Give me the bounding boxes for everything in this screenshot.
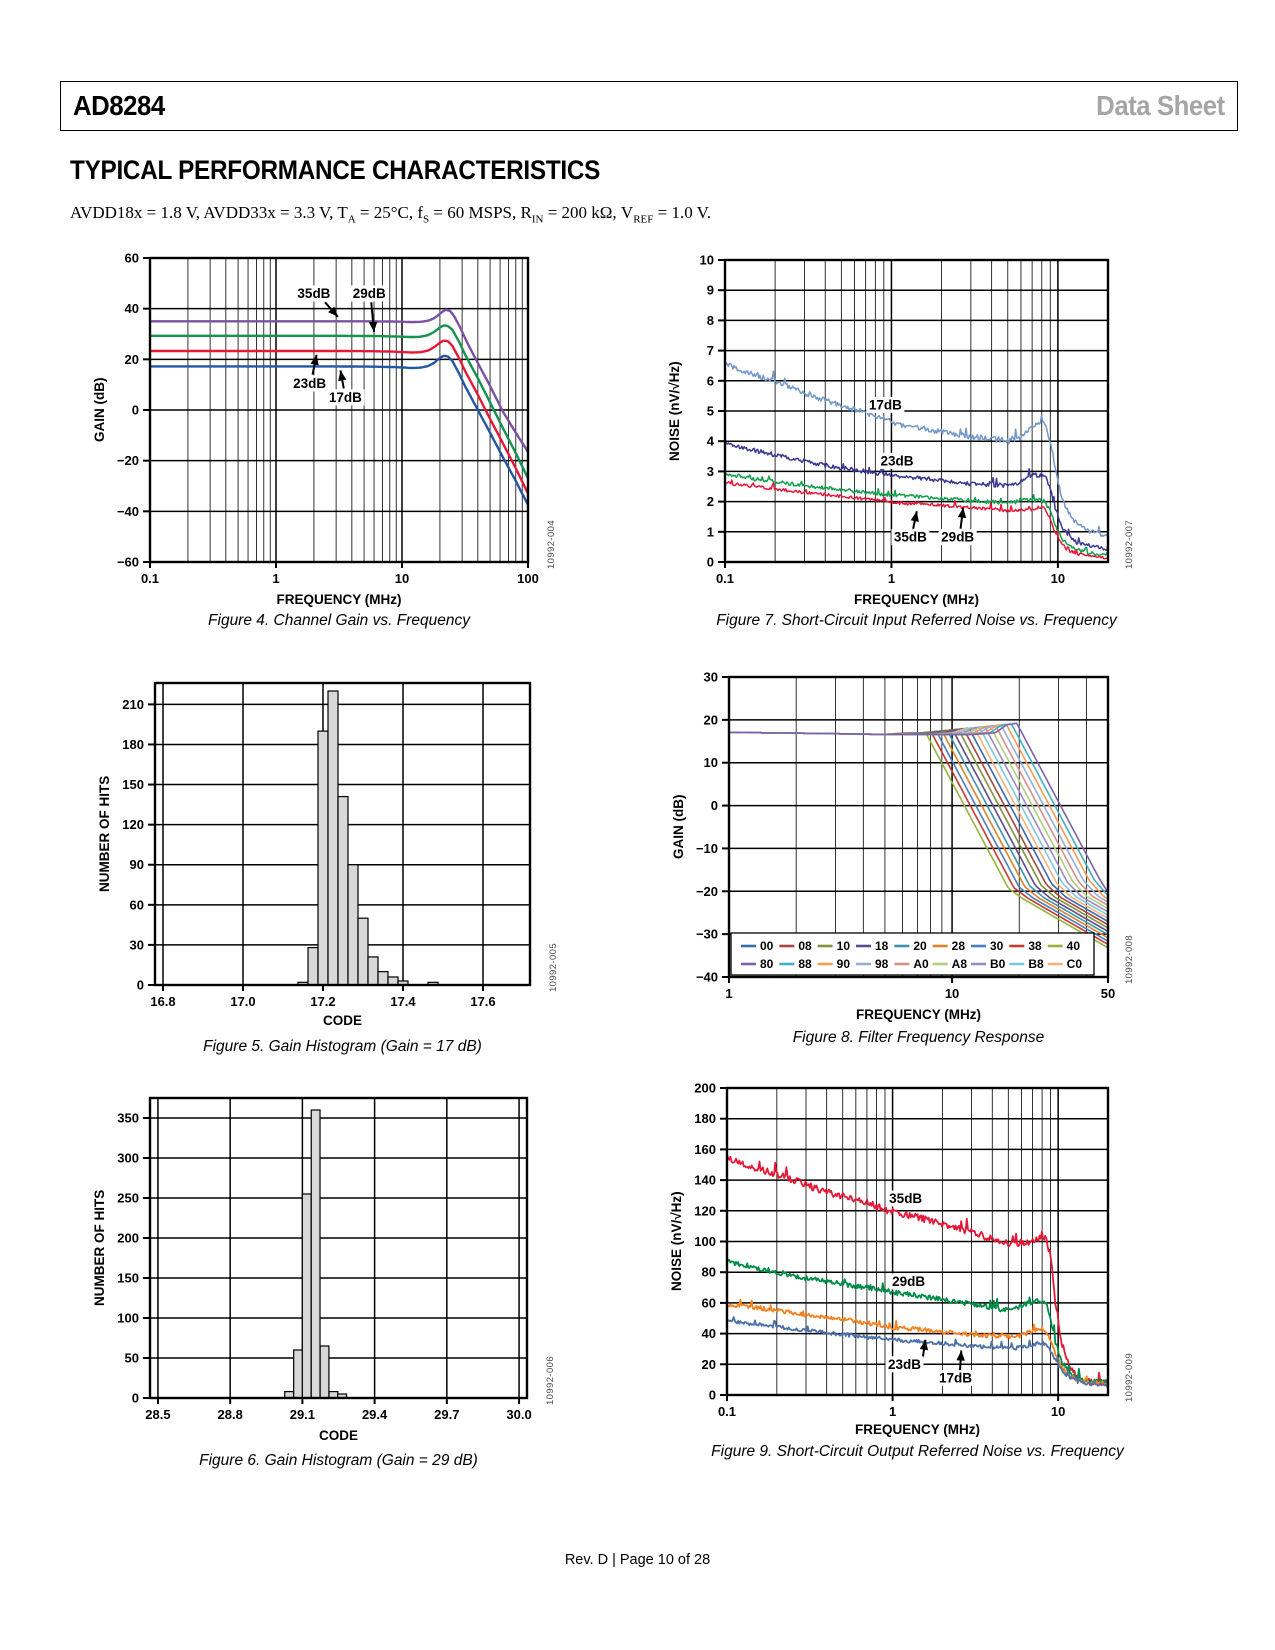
svg-text:0.1: 0.1 xyxy=(717,1404,737,1419)
figure-4-code: 10992-004 xyxy=(546,519,557,569)
svg-text:180: 180 xyxy=(694,1111,716,1127)
figure-7-y-axis-title: NOISE (nV/√Hz) xyxy=(667,361,682,461)
svg-text:120: 120 xyxy=(122,817,144,833)
svg-text:10: 10 xyxy=(1050,1404,1066,1419)
part-number: AD8284 xyxy=(73,90,165,121)
svg-text:29dB: 29dB xyxy=(352,285,386,301)
svg-text:20: 20 xyxy=(913,939,927,953)
svg-text:35dB: 35dB xyxy=(889,1191,923,1207)
svg-text:1: 1 xyxy=(887,571,896,586)
figure-4-y-axis-title: GAIN (dB) xyxy=(92,377,107,443)
svg-text:8: 8 xyxy=(706,312,714,328)
svg-text:A8: A8 xyxy=(951,957,968,971)
svg-text:100: 100 xyxy=(117,1310,139,1326)
page-footer: Rev. D | Page 10 of 28 xyxy=(564,1552,711,1568)
svg-text:300: 300 xyxy=(117,1150,139,1166)
svg-text:0.1: 0.1 xyxy=(715,571,735,586)
header-rule-box xyxy=(60,81,1238,131)
svg-text:0: 0 xyxy=(706,554,714,570)
svg-text:60: 60 xyxy=(701,1295,716,1311)
svg-text:5: 5 xyxy=(706,403,714,419)
figure-6-code: 10992-006 xyxy=(545,1355,556,1405)
svg-text:0: 0 xyxy=(131,1390,139,1406)
svg-text:98: 98 xyxy=(875,957,889,971)
figure-7-plot xyxy=(663,244,1142,608)
svg-text:40: 40 xyxy=(1066,939,1081,953)
svg-text:88: 88 xyxy=(798,957,812,971)
svg-text:90: 90 xyxy=(836,957,851,971)
figure-6-y-axis-title: NUMBER OF HITS xyxy=(92,1189,107,1307)
svg-text:35dB: 35dB xyxy=(893,529,927,545)
conditions-text: AVDD18x = 1.8 V, AVDD33x = 3.3 V, $T_A = 25^\circ C$, $f_S = 60$ MSPS, $R_{IN} = 200$ kΩ, $V_{REF} = 1.0$ V. xyxy=(70,203,711,226)
svg-text:17.2: 17.2 xyxy=(310,994,336,1009)
svg-text:29dB: 29dB xyxy=(941,529,975,545)
svg-text:180: 180 xyxy=(122,736,144,752)
svg-text:10: 10 xyxy=(944,986,960,1001)
svg-text:17.6: 17.6 xyxy=(470,994,496,1009)
figure-7-x-axis-title: FREQUENCY (MHz) xyxy=(853,592,979,607)
svg-text:35dB: 35dB xyxy=(297,285,331,301)
svg-text:17.0: 17.0 xyxy=(230,994,256,1009)
svg-text:250: 250 xyxy=(117,1190,139,1206)
svg-text:120: 120 xyxy=(694,1203,716,1219)
svg-text:20: 20 xyxy=(701,1356,716,1372)
svg-text:150: 150 xyxy=(122,777,144,793)
svg-text:16.8: 16.8 xyxy=(150,994,176,1009)
figure-7-caption: Figure 7. Short-Circuit Input Referred Noise vs. Frequency xyxy=(716,612,1117,629)
figure-5-caption: Figure 5. Gain Histogram (Gain = 17 dB) xyxy=(203,1038,482,1055)
svg-text:140: 140 xyxy=(694,1172,716,1188)
svg-text:C0: C0 xyxy=(1066,957,1083,971)
svg-text:29.1: 29.1 xyxy=(289,1407,316,1422)
svg-text:40: 40 xyxy=(124,301,139,317)
figure-6-caption: Figure 6. Gain Histogram (Gain = 29 dB) xyxy=(199,1452,478,1469)
svg-text:17.4: 17.4 xyxy=(390,994,416,1009)
svg-text:10: 10 xyxy=(699,252,714,268)
svg-text:29.4: 29.4 xyxy=(361,1407,388,1422)
svg-text:10: 10 xyxy=(703,755,718,771)
svg-text:−40: −40 xyxy=(116,503,139,519)
svg-text:100: 100 xyxy=(694,1234,716,1249)
doc-type-label: Data Sheet xyxy=(1096,90,1225,121)
svg-text:9: 9 xyxy=(706,282,714,298)
figure-8-plot xyxy=(667,661,1142,1023)
svg-text:100: 100 xyxy=(517,571,539,586)
svg-text:60: 60 xyxy=(124,250,139,266)
figure-7-code: 10992-007 xyxy=(1124,519,1135,569)
svg-text:30: 30 xyxy=(990,939,1004,953)
figure-8-y-axis-title: GAIN (dB) xyxy=(671,794,686,860)
svg-text:29dB: 29dB xyxy=(892,1273,926,1289)
figure-4-plot xyxy=(88,242,562,608)
figure-9-plot xyxy=(665,1072,1142,1441)
svg-text:200: 200 xyxy=(117,1230,139,1246)
svg-text:−20: −20 xyxy=(695,883,718,899)
figure-6-x-axis-title: CODE xyxy=(318,1428,358,1443)
figure-5-plot xyxy=(93,667,564,1031)
svg-text:B0: B0 xyxy=(990,957,1006,971)
svg-text:28.5: 28.5 xyxy=(145,1407,171,1422)
svg-text:−20: −20 xyxy=(116,453,139,469)
svg-text:10: 10 xyxy=(394,571,410,586)
svg-text:210: 210 xyxy=(122,696,144,712)
svg-text:A0: A0 xyxy=(913,957,929,971)
figure-9-code: 10992-009 xyxy=(1124,1352,1135,1402)
figure-8-caption: Figure 8. Filter Frequency Response xyxy=(792,1029,1045,1046)
svg-text:29.7: 29.7 xyxy=(434,1407,460,1422)
svg-text:17dB: 17dB xyxy=(328,389,362,405)
section-title: TYPICAL PERFORMANCE CHARACTERISTICS xyxy=(70,155,601,185)
svg-text:0.1: 0.1 xyxy=(140,571,160,586)
svg-text:08: 08 xyxy=(798,939,812,953)
svg-text:200: 200 xyxy=(694,1080,716,1096)
svg-text:60: 60 xyxy=(129,897,144,913)
svg-text:23dB: 23dB xyxy=(880,453,914,469)
svg-text:30.0: 30.0 xyxy=(506,1407,532,1422)
figure-8-x-axis-title: FREQUENCY (MHz) xyxy=(855,1007,981,1022)
svg-text:−40: −40 xyxy=(695,969,718,985)
svg-text:150: 150 xyxy=(117,1270,139,1286)
svg-text:0: 0 xyxy=(710,798,718,814)
svg-text:1: 1 xyxy=(725,986,733,1001)
svg-text:B8: B8 xyxy=(1028,957,1044,971)
svg-text:50: 50 xyxy=(1100,986,1116,1001)
svg-text:0: 0 xyxy=(708,1387,716,1403)
svg-text:3: 3 xyxy=(706,463,714,479)
svg-text:80: 80 xyxy=(760,957,774,971)
figure-9-caption: Figure 9. Short-Circuit Output Referred Noise vs. Frequency xyxy=(711,1443,1124,1460)
svg-text:1: 1 xyxy=(272,571,280,586)
svg-text:4: 4 xyxy=(706,433,714,449)
svg-text:350: 350 xyxy=(117,1110,139,1126)
svg-text:50: 50 xyxy=(124,1350,139,1366)
svg-text:23dB: 23dB xyxy=(293,375,327,391)
figure-4-x-axis-title: FREQUENCY (MHz) xyxy=(276,592,402,607)
svg-text:90: 90 xyxy=(129,857,144,873)
svg-text:80: 80 xyxy=(701,1264,716,1280)
figure-9-y-axis-title: NOISE (nV/√Hz) xyxy=(669,1191,684,1292)
svg-text:0: 0 xyxy=(136,977,144,993)
svg-text:6: 6 xyxy=(706,373,714,389)
svg-text:38: 38 xyxy=(1028,939,1042,953)
svg-text:23dB: 23dB xyxy=(887,1356,921,1372)
figure-9-x-axis-title: FREQUENCY (MHz) xyxy=(854,1422,980,1437)
svg-text:20: 20 xyxy=(124,351,139,367)
svg-text:28: 28 xyxy=(951,939,966,953)
svg-text:30: 30 xyxy=(703,669,718,685)
svg-text:28.8: 28.8 xyxy=(217,1407,243,1422)
svg-text:−10: −10 xyxy=(695,840,718,856)
svg-text:18: 18 xyxy=(875,939,889,953)
figure-4-caption: Figure 4. Channel Gain vs. Frequency xyxy=(208,612,470,629)
figure-5-y-axis-title: NUMBER OF HITS xyxy=(97,775,112,893)
svg-text:1: 1 xyxy=(888,1404,897,1419)
svg-text:17dB: 17dB xyxy=(868,397,902,413)
figure-8-code: 10992-008 xyxy=(1124,934,1135,984)
svg-text:30: 30 xyxy=(129,937,144,953)
figure-5-code: 10992-005 xyxy=(548,942,559,992)
svg-text:2: 2 xyxy=(706,494,714,510)
svg-text:0: 0 xyxy=(131,402,139,418)
svg-text:10: 10 xyxy=(1050,571,1066,586)
svg-text:17dB: 17dB xyxy=(939,1370,973,1386)
svg-text:20: 20 xyxy=(703,712,718,728)
figure-6-plot xyxy=(88,1082,561,1444)
svg-text:160: 160 xyxy=(694,1141,716,1157)
figure-5-x-axis-title: CODE xyxy=(322,1013,362,1028)
svg-text:−60: −60 xyxy=(116,554,139,570)
svg-text:1: 1 xyxy=(706,524,714,540)
svg-text:10: 10 xyxy=(836,939,851,953)
svg-text:−30: −30 xyxy=(695,926,718,942)
svg-text:00: 00 xyxy=(760,939,774,953)
svg-text:7: 7 xyxy=(706,343,714,359)
svg-text:40: 40 xyxy=(701,1326,716,1342)
